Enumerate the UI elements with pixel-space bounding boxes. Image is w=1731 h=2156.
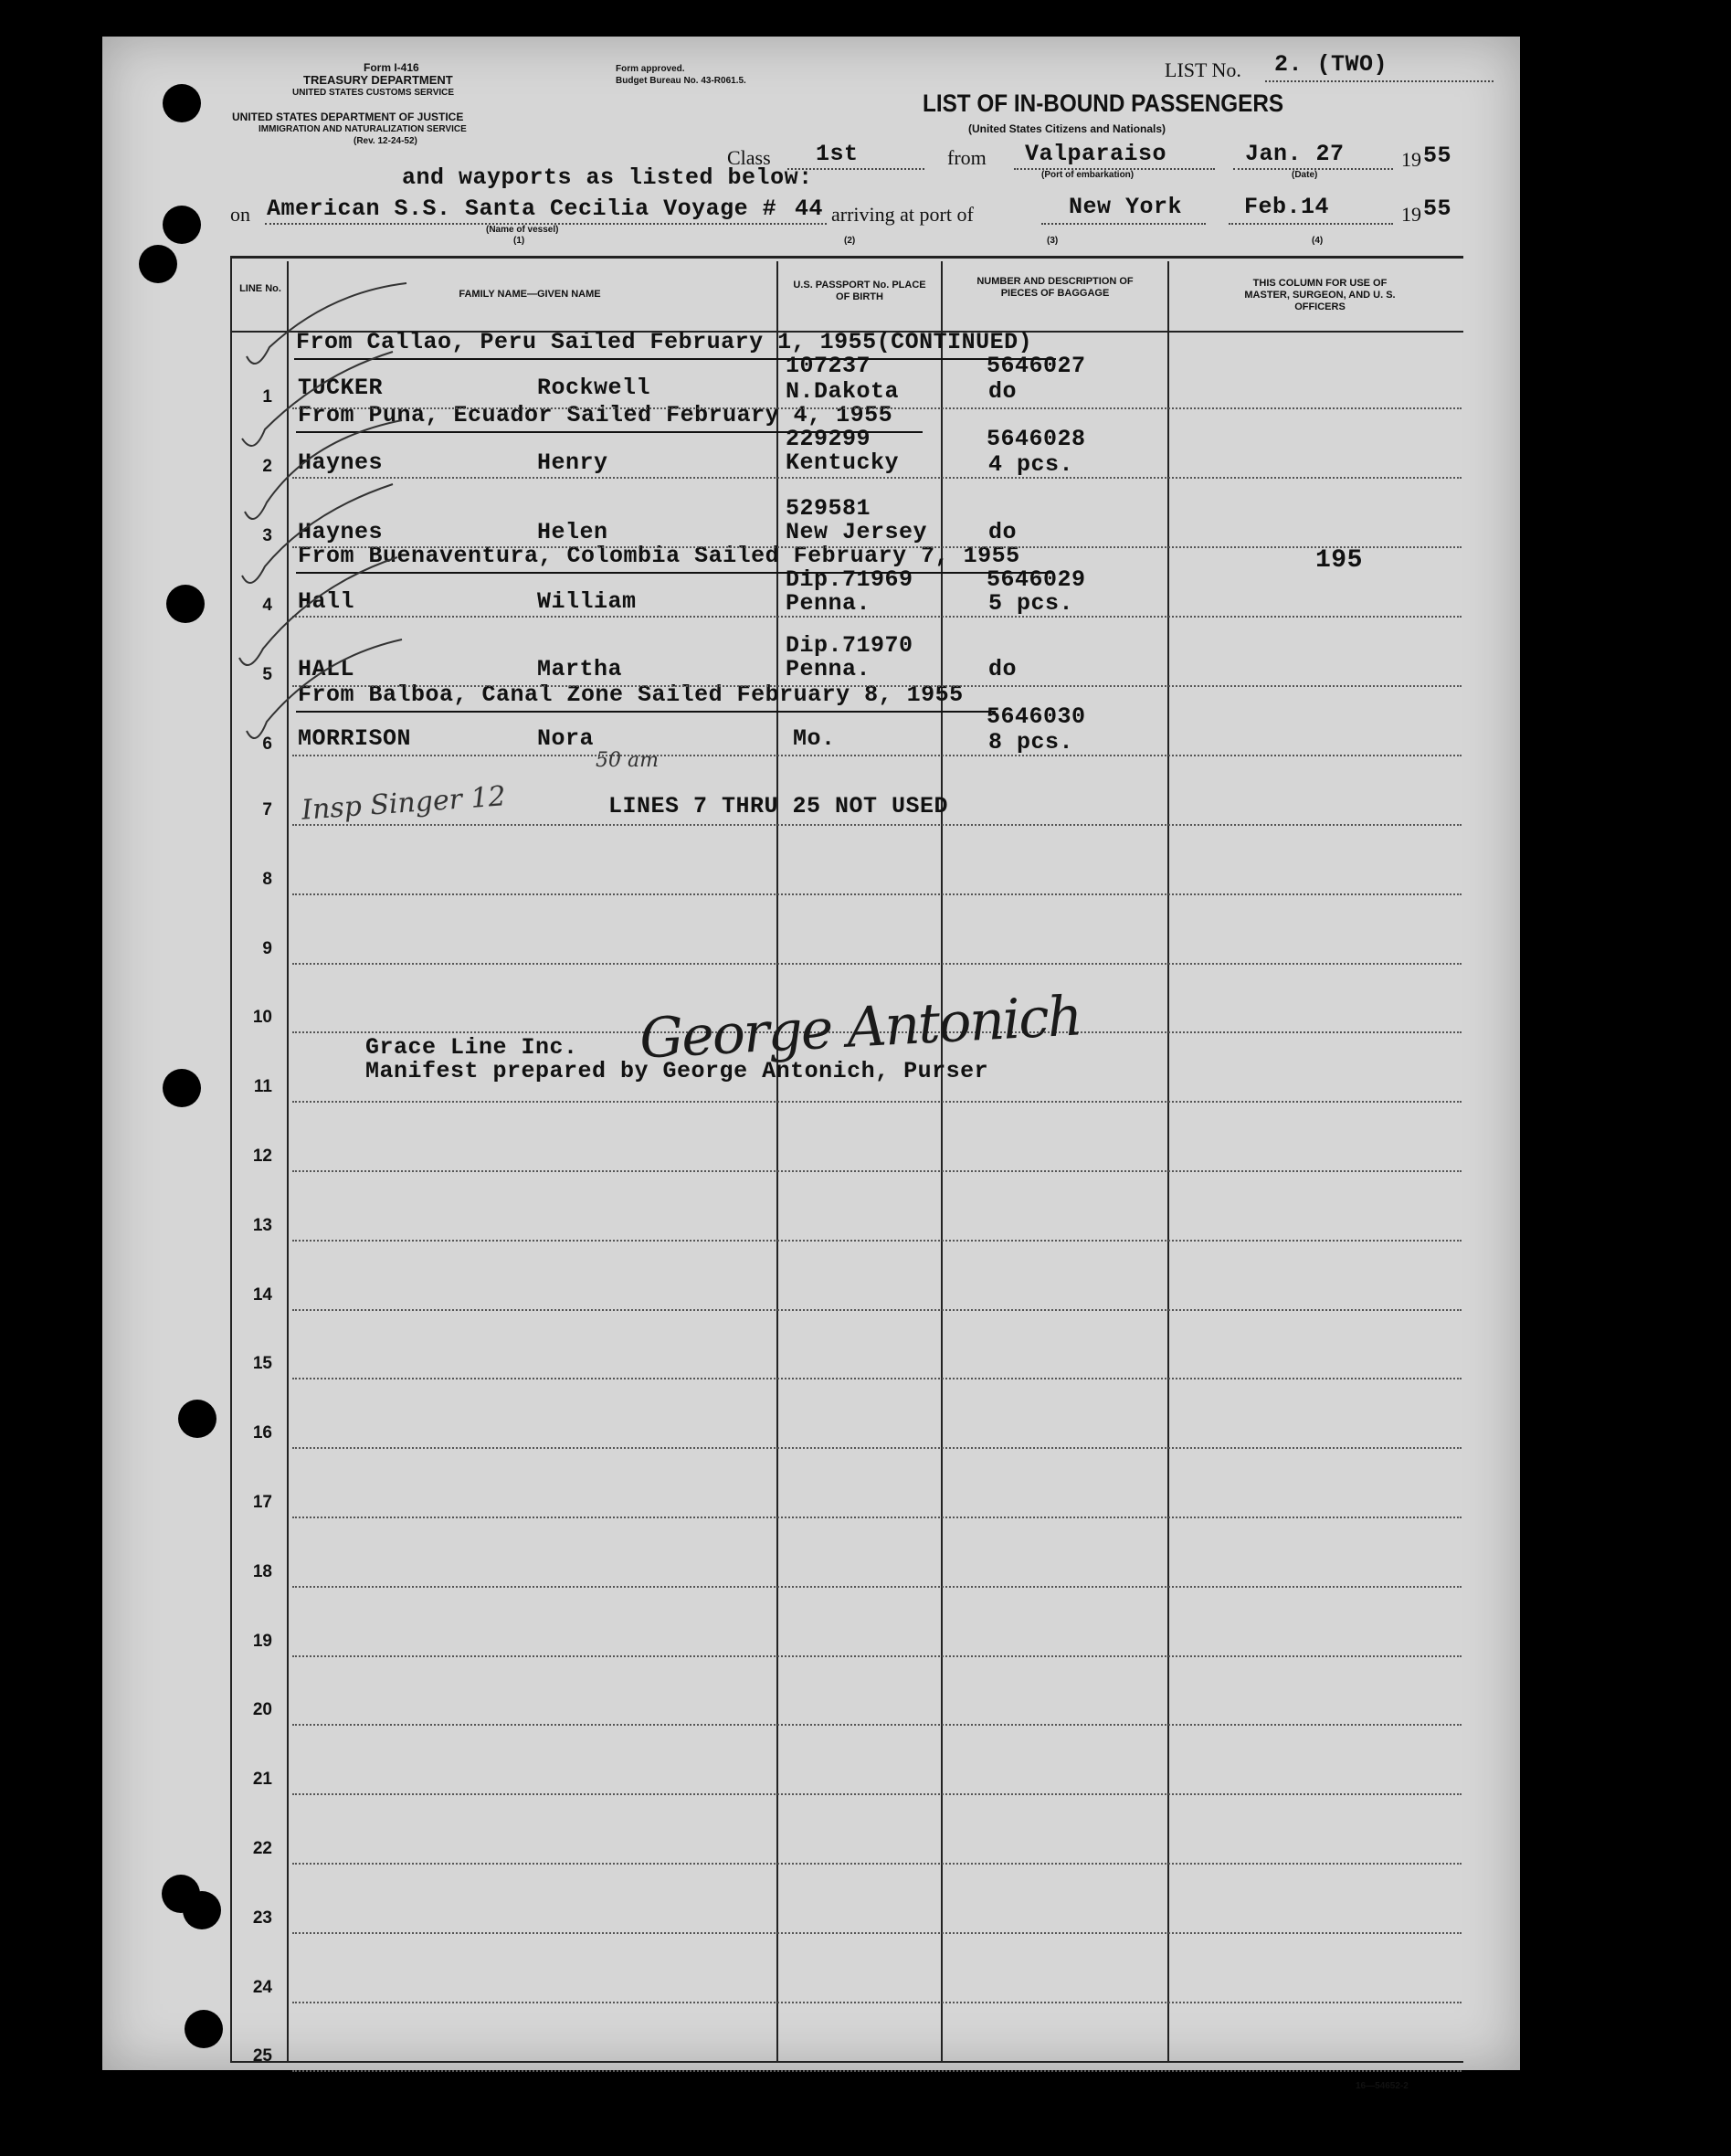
form-code: 16—54652-2 xyxy=(1356,2081,1409,2091)
passport-no: 529581 xyxy=(786,495,871,522)
vessel-name: American S.S. Santa Cecilia Voyage # xyxy=(267,196,777,222)
line-number: 24 xyxy=(252,1978,272,1997)
punch-hole xyxy=(183,1891,221,1929)
caption-1: (1) xyxy=(513,236,525,246)
line-number: 7 xyxy=(262,800,272,819)
passport-no: Dip.71969 xyxy=(786,566,913,593)
row-rule xyxy=(292,1863,1462,1865)
family-name: Haynes xyxy=(298,519,384,545)
list-number: 2. (TWO) xyxy=(1274,51,1388,78)
section-puna: From Puna, Ecuador Sailed February 4, 1955 xyxy=(298,402,893,428)
arrival-date-line xyxy=(1229,223,1393,225)
row-rule xyxy=(292,1932,1462,1934)
row-rule xyxy=(292,1378,1462,1379)
given-name: William xyxy=(537,588,637,615)
punch-hole xyxy=(178,1400,216,1438)
row-rule xyxy=(292,546,1462,548)
col-name: FAMILY NAME—GIVEN NAME xyxy=(459,289,601,300)
row-rule xyxy=(292,2002,1462,2003)
form-number: Form I-416 xyxy=(364,61,419,74)
check-icon xyxy=(245,420,402,519)
departure-date: Jan. 27 xyxy=(1245,141,1345,167)
line-number: 15 xyxy=(252,1354,272,1373)
row-rule xyxy=(292,1793,1462,1795)
line-number: 14 xyxy=(252,1285,272,1305)
line-number: 25 xyxy=(252,2046,272,2066)
row-rule xyxy=(292,1724,1462,1726)
given-name: Helen xyxy=(537,519,608,545)
voyage-number: 44 xyxy=(795,196,824,222)
vessel-caption: (Name of vessel) xyxy=(486,225,559,235)
class-label: Class xyxy=(727,146,771,169)
family-name: TUCKER xyxy=(298,375,384,401)
col-passport: U.S. PASSPORT No. PLACE OF BIRTH xyxy=(793,280,926,302)
line-number: 18 xyxy=(252,1562,272,1581)
table-top-rule xyxy=(230,256,1463,259)
row-rule xyxy=(292,1101,1462,1103)
on-label: on xyxy=(230,203,250,226)
row-rule xyxy=(292,1309,1462,1311)
row-rule xyxy=(292,893,1462,895)
arrival-port: New York xyxy=(1069,194,1183,220)
line-number: 1 xyxy=(262,387,272,407)
treasury-dept: TREASURY DEPARTMENT xyxy=(303,73,453,87)
row-rule xyxy=(292,1517,1462,1518)
place-of-birth: N.Dakota xyxy=(786,378,900,405)
line-number: 4 xyxy=(262,596,272,615)
punch-hole xyxy=(163,84,201,122)
place-of-birth: Kentucky xyxy=(786,449,900,476)
list-number-line xyxy=(1265,80,1494,82)
line-number: 5 xyxy=(262,665,272,684)
row-rule xyxy=(292,2070,1462,2072)
row-rule xyxy=(292,685,1462,687)
baggage-desc: do xyxy=(988,519,1018,545)
line-number: 2 xyxy=(262,457,272,476)
col-line-no: LINE No. xyxy=(239,283,281,294)
baggage-desc: 8 pcs. xyxy=(988,729,1074,756)
place-of-birth: Penna. xyxy=(786,590,871,617)
form-title: LIST OF IN-BOUND PASSENGERS xyxy=(923,90,1284,117)
family-name: Haynes xyxy=(298,449,384,476)
section-balboa: From Balboa, Canal Zone Sailed February 8, 1955 xyxy=(298,682,964,708)
arrival-port-line xyxy=(1041,223,1206,225)
punch-hole xyxy=(139,245,177,283)
punch-hole xyxy=(166,585,205,623)
baggage-number: 5646028 xyxy=(987,426,1086,452)
line-number: 3 xyxy=(262,526,272,545)
passport-no: Dip.71970 xyxy=(786,632,913,659)
class-value: 1st xyxy=(816,141,859,167)
port-caption: (Port of embarkation) xyxy=(1041,170,1135,180)
company-name: Grace Line Inc. xyxy=(365,1034,578,1061)
form-subtitle: (United States Citizens and Nationals) xyxy=(968,122,1166,135)
baggage-number: 5646030 xyxy=(987,703,1086,730)
inspector-time: 50 am xyxy=(596,749,659,772)
row-rule xyxy=(292,755,1462,756)
ins: IMMIGRATION AND NATURALIZATION SERVICE xyxy=(259,124,467,134)
arrival-date: Feb.14 xyxy=(1244,194,1330,220)
line-number: 8 xyxy=(262,870,272,889)
line-number: 9 xyxy=(262,939,272,958)
wayports: and wayports as listed below: xyxy=(402,164,813,191)
row-rule xyxy=(292,1170,1462,1172)
punch-hole xyxy=(185,2010,223,2048)
row-rule xyxy=(292,616,1462,618)
line-number: 21 xyxy=(252,1770,272,1789)
section-buenaventura: From Buenaventura, Colombia Sailed February 7, 1955 xyxy=(298,543,1020,569)
check-icon xyxy=(247,283,406,364)
caption-2: (2) xyxy=(844,236,856,246)
line-number: 16 xyxy=(252,1423,272,1443)
line-number: 19 xyxy=(252,1632,272,1651)
line-number: 11 xyxy=(253,1077,272,1096)
lines-not-used: LINES 7 THRU 25 NOT USED xyxy=(608,793,949,819)
baggage-desc: do xyxy=(988,656,1018,682)
line-number: 12 xyxy=(252,1147,272,1166)
baggage-number: 5646029 xyxy=(987,566,1086,593)
table-bottom-rule xyxy=(230,2061,1463,2063)
customs-service: UNITED STATES CUSTOMS SERVICE xyxy=(292,88,455,98)
revision: (Rev. 12-24-52) xyxy=(354,136,417,146)
list-label: LIST No. xyxy=(1165,58,1241,81)
row-rule xyxy=(292,1586,1462,1588)
check-icon xyxy=(247,639,402,738)
prepared-by: Manifest prepared by George Antonich, Purser xyxy=(365,1058,989,1084)
punch-hole xyxy=(163,206,201,244)
line-number: 6 xyxy=(262,735,272,754)
doj: UNITED STATES DEPARTMENT OF JUSTICE xyxy=(232,111,464,123)
check-icon xyxy=(239,557,397,665)
line-number: 23 xyxy=(252,1908,272,1928)
budget-bureau: Budget Bureau No. 43-R061.5. xyxy=(616,76,746,86)
officer-stamp: 195 xyxy=(1315,546,1363,575)
port-of-embarkation: Valparaiso xyxy=(1025,141,1167,167)
row-rule xyxy=(292,963,1462,965)
year-prefix-2: 19 xyxy=(1401,203,1421,226)
given-name: Nora xyxy=(537,725,595,752)
baggage-desc: 5 pcs. xyxy=(988,590,1074,617)
line-number: 10 xyxy=(252,1008,272,1027)
col-officers: THIS COLUMN FOR USE OF MASTER, SURGEON, AND U. S. OFFICERS xyxy=(1244,278,1396,312)
row-rule xyxy=(292,477,1462,479)
given-name: Martha xyxy=(537,656,623,682)
punch-hole xyxy=(163,1069,201,1107)
year-prefix-1: 19 xyxy=(1401,148,1421,171)
col-baggage: NUMBER AND DESCRIPTION OF PIECES OF BAGGAGE xyxy=(976,276,1134,299)
line-number: 13 xyxy=(252,1216,272,1235)
section-callao: From Callao, Peru Sailed February 1, 1955(CONTINUED) xyxy=(296,329,1033,355)
caption-3: (3) xyxy=(1047,236,1059,246)
check-icon xyxy=(242,352,393,446)
year-2: 55 xyxy=(1423,196,1452,222)
from-label: from xyxy=(947,146,987,169)
row-rule xyxy=(292,1240,1462,1242)
family-name: Hall xyxy=(298,588,355,615)
baggage-desc: 4 pcs. xyxy=(988,451,1074,478)
baggage-desc: do xyxy=(988,378,1018,405)
line-number: 22 xyxy=(252,1839,272,1858)
given-name: Henry xyxy=(537,449,608,476)
year-1: 55 xyxy=(1423,143,1452,169)
row-rule xyxy=(292,1447,1462,1449)
purser-signature: George Antonich xyxy=(638,984,1083,1072)
family-name: MORRISON xyxy=(298,725,412,752)
date-caption: (Date) xyxy=(1292,170,1318,180)
row-rule xyxy=(292,824,1462,826)
given-name: Rockwell xyxy=(537,375,651,401)
place-of-birth: New Jersey xyxy=(786,519,928,545)
place-of-birth: Penna. xyxy=(786,656,871,682)
line-number: 20 xyxy=(252,1700,272,1719)
place-of-birth: Mo. xyxy=(793,725,836,752)
arriving-label: arriving at port of xyxy=(831,203,974,226)
form-approved: Form approved. xyxy=(616,64,685,74)
inspector-note: Insp Singer 12 xyxy=(301,780,507,827)
checkmarks xyxy=(228,274,429,749)
caption-4: (4) xyxy=(1312,236,1324,246)
passport-no: 229299 xyxy=(786,426,871,452)
line-number: 17 xyxy=(252,1493,272,1512)
baggage-number: 5646027 xyxy=(987,353,1086,379)
row-rule xyxy=(292,407,1462,409)
row-rule xyxy=(292,1655,1462,1657)
passport-no: 107237 xyxy=(786,353,871,379)
family-name: HALL xyxy=(298,656,355,682)
